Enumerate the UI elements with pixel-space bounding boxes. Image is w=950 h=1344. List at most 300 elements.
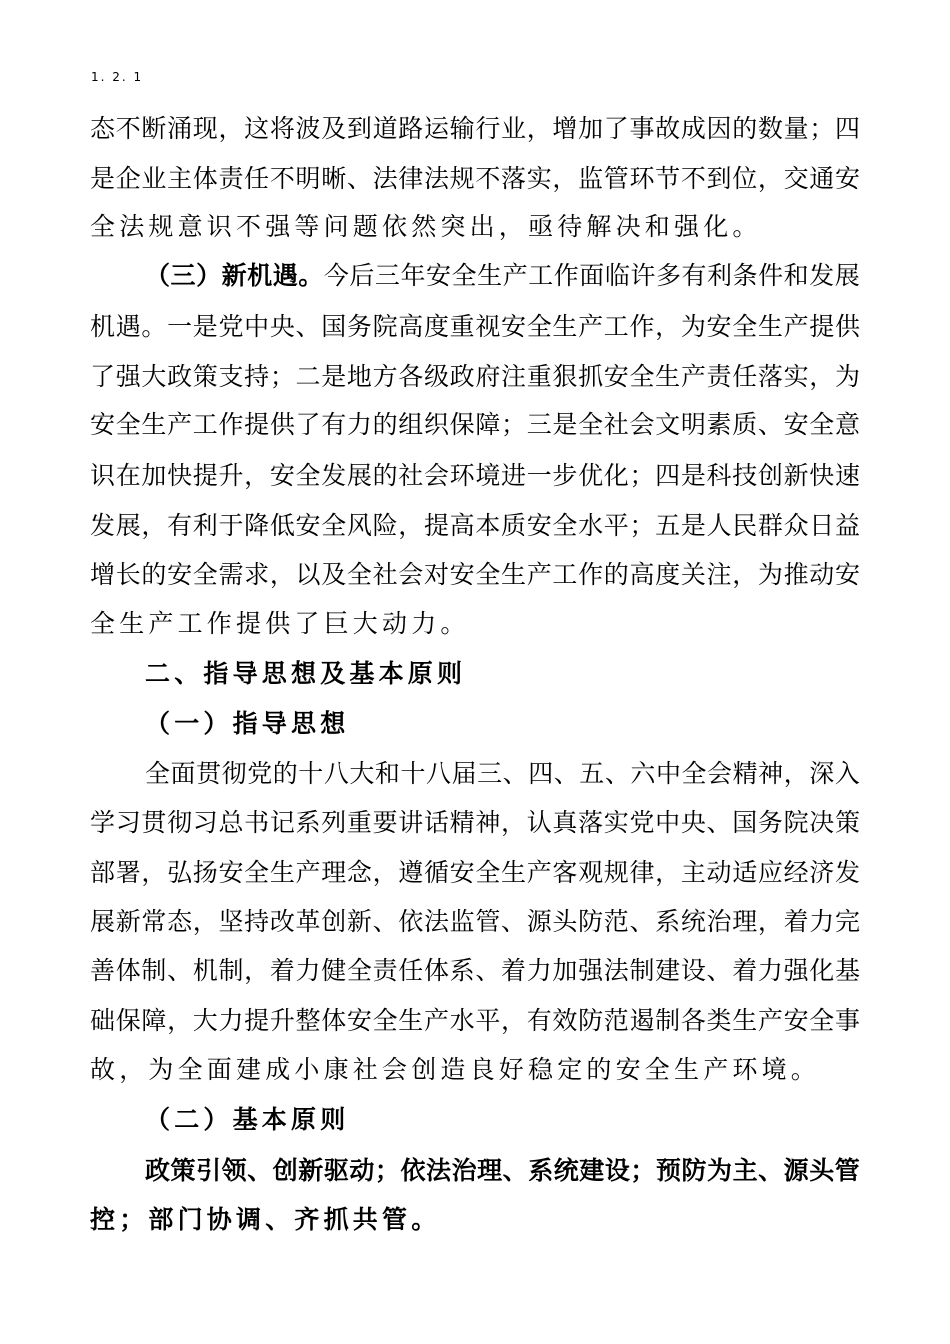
new-opportunity-paragraph — [145, 259, 860, 293]
glyph: 三 — [477, 759, 503, 788]
glyph: 通 — [809, 164, 835, 193]
glyph: 基 — [834, 956, 860, 985]
glyph: 念 — [346, 858, 372, 887]
glyph: 效 — [552, 1006, 578, 1035]
glyph: 支 — [218, 362, 244, 391]
glyph: 加 — [552, 956, 578, 985]
glyph: 监 — [449, 907, 475, 936]
glyph: ， — [141, 511, 167, 540]
glyph: 国 — [321, 312, 347, 341]
subheading-new-opportunity: 三 — [170, 261, 196, 290]
glyph: 、 — [475, 956, 501, 985]
glyph: 发 — [321, 461, 347, 490]
principles-line — [145, 1154, 860, 1188]
glyph: 规 — [603, 858, 629, 887]
subheading-new-opportunity: （ — [145, 261, 171, 290]
glyph: 人 — [706, 511, 732, 540]
paragraph-line: 作 — [553, 261, 579, 290]
glyph: 设 — [604, 1156, 630, 1185]
glyph: 、 — [247, 1156, 273, 1185]
glyph: 政 — [167, 362, 193, 391]
glyph: 引 — [196, 1156, 222, 1185]
glyph: 党 — [629, 808, 655, 837]
glyph: ； — [630, 1156, 656, 1185]
glyph: 坚 — [218, 907, 244, 936]
glyph: 明 — [680, 410, 706, 439]
glyph: 力 — [295, 956, 321, 985]
paragraph-line: 产 — [502, 261, 528, 290]
glyph: 产 — [526, 858, 552, 887]
glyph: 质 — [732, 410, 758, 439]
glyph: 度 — [655, 560, 681, 589]
glyph: 视 — [475, 312, 501, 341]
glyph: 安 — [167, 560, 193, 589]
glyph: 是 — [680, 511, 706, 540]
glyph: 入 — [834, 759, 860, 788]
glyph: ； — [269, 362, 295, 391]
glyph: 经 — [783, 858, 809, 887]
glyph: 整 — [295, 1006, 321, 1035]
glyph: 涌 — [167, 114, 193, 143]
glyph: 不 — [475, 164, 501, 193]
glyph: 注 — [706, 560, 732, 589]
glyph: 创 — [757, 461, 783, 490]
glyph: 大 — [349, 759, 375, 788]
glyph: 、 — [706, 808, 732, 837]
glyph: 监 — [578, 164, 604, 193]
glyph: 为 — [757, 560, 783, 589]
glyph: 落 — [578, 808, 604, 837]
glyph: 利 — [192, 511, 218, 540]
glyph: 生 — [141, 410, 167, 439]
glyph: ， — [398, 511, 424, 540]
glyph: 观 — [578, 858, 604, 887]
paragraph-line: 件 — [758, 261, 784, 290]
paragraph-line: 全生产工作提供了巨大动力。 — [90, 609, 470, 638]
glyph: 、 — [501, 907, 527, 936]
glyph: 质 — [501, 511, 527, 540]
glyph: 理 — [321, 858, 347, 887]
glyph: 彻 — [221, 759, 247, 788]
glyph: 五 — [579, 759, 605, 788]
glyph: 精 — [732, 759, 758, 788]
glyph: 党 — [218, 312, 244, 341]
glyph: 深 — [809, 759, 835, 788]
glyph: 、 — [167, 956, 193, 985]
glyph: ， — [244, 956, 270, 985]
paragraph-line — [90, 360, 860, 394]
glyph: 全 — [526, 312, 552, 341]
glyph: 善 — [90, 956, 116, 985]
glyph: 生 — [501, 858, 527, 887]
glyph: 实 — [526, 164, 552, 193]
glyph: ， — [269, 560, 295, 589]
glyph: 列 — [321, 808, 347, 837]
glyph: 生 — [552, 312, 578, 341]
paragraph-line: 故，为全面建成小康社会创造良好稳定的安全生产环境。 — [90, 1055, 821, 1084]
glyph: 生 — [757, 312, 783, 341]
paragraph-line: 有 — [681, 261, 707, 290]
glyph: 贯 — [141, 808, 167, 837]
glyph: 力 — [526, 956, 552, 985]
glyph: ， — [757, 164, 783, 193]
glyph: 习 — [115, 808, 141, 837]
glyph: 府 — [475, 362, 501, 391]
glyph: 十 — [298, 759, 324, 788]
glyph: 各 — [680, 1006, 706, 1035]
paragraph-line — [90, 558, 860, 592]
glyph: 全 — [681, 759, 707, 788]
glyph: 晰 — [321, 164, 347, 193]
glyph: 安 — [603, 362, 629, 391]
glyph: 济 — [809, 858, 835, 887]
glyph: 提 — [423, 511, 449, 540]
glyph: 重 — [449, 312, 475, 341]
paragraph-line — [145, 757, 860, 791]
glyph: 、 — [757, 410, 783, 439]
glyph: 于 — [218, 511, 244, 540]
paragraph-line: 多 — [655, 261, 681, 290]
glyph: 安 — [783, 410, 809, 439]
glyph: 主 — [680, 858, 706, 887]
glyph: 部 — [90, 858, 116, 887]
glyph: 了 — [603, 114, 629, 143]
paragraph-line — [90, 905, 860, 939]
glyph: 高 — [398, 312, 424, 341]
glyph: 任 — [244, 164, 270, 193]
glyph: 地 — [346, 362, 372, 391]
glyph: 事 — [834, 1006, 860, 1035]
glyph: 一 — [167, 312, 193, 341]
glyph: ， — [526, 114, 552, 143]
glyph: 有 — [321, 410, 347, 439]
glyph: ； — [629, 511, 655, 540]
glyph: 系 — [295, 808, 321, 837]
glyph: 、 — [502, 1156, 528, 1185]
glyph: 适 — [732, 858, 758, 887]
glyph: 是 — [321, 362, 347, 391]
glyph: 全 — [192, 560, 218, 589]
glyph: 体 — [423, 956, 449, 985]
paragraph-line: 今 — [323, 261, 349, 290]
glyph: 体 — [192, 164, 218, 193]
glyph: 力 — [757, 956, 783, 985]
glyph: 央 — [269, 312, 295, 341]
paragraph-line — [90, 509, 860, 543]
glyph: 改 — [269, 907, 295, 936]
glyph: 五 — [655, 511, 681, 540]
glyph: 是 — [552, 410, 578, 439]
glyph: 。 — [141, 312, 167, 341]
glyph: 础 — [90, 1006, 116, 1035]
glyph: 贯 — [196, 759, 222, 788]
glyph: 策 — [834, 808, 860, 837]
glyph: 产 — [680, 362, 706, 391]
glyph: 依 — [400, 1156, 426, 1185]
glyph: 源 — [526, 907, 552, 936]
paragraph-line: 全 — [451, 261, 477, 290]
glyph: 速 — [834, 461, 860, 490]
glyph: 系 — [528, 1156, 554, 1185]
glyph: 决 — [809, 808, 835, 837]
glyph: 快 — [809, 461, 835, 490]
glyph: 治 — [706, 907, 732, 936]
glyph: 抓 — [578, 362, 604, 391]
glyph: 制 — [629, 956, 655, 985]
glyph: 体 — [321, 1006, 347, 1035]
glyph: 生 — [655, 362, 681, 391]
glyph: ， — [372, 858, 398, 887]
glyph: 党 — [247, 759, 273, 788]
glyph: 头 — [809, 1156, 835, 1185]
glyph: 八 — [323, 759, 349, 788]
glyph: 供 — [834, 312, 860, 341]
glyph: 神 — [758, 759, 784, 788]
glyph: 工 — [192, 410, 218, 439]
glyph: ， — [141, 858, 167, 887]
glyph: 全 — [578, 410, 604, 439]
glyph: 着 — [783, 907, 809, 936]
glyph: 需 — [218, 560, 244, 589]
glyph: 话 — [423, 808, 449, 837]
glyph: 运 — [423, 114, 449, 143]
glyph: 安 — [90, 410, 116, 439]
subsection-heading: （二）基本原则 — [145, 1105, 350, 1134]
glyph: 安 — [834, 164, 860, 193]
glyph: 业 — [501, 114, 527, 143]
glyph: 大 — [192, 1006, 218, 1035]
glyph: 量 — [783, 114, 809, 143]
glyph: 动 — [349, 1156, 375, 1185]
glyph: 注 — [501, 362, 527, 391]
glyph: 新 — [346, 907, 372, 936]
glyph: 四 — [528, 759, 554, 788]
glyph: 遇 — [115, 312, 141, 341]
glyph: 的 — [141, 560, 167, 589]
glyph: ， — [655, 858, 681, 887]
glyph: 届 — [451, 759, 477, 788]
glyph: ， — [655, 312, 681, 341]
glyph: 为 — [707, 1156, 733, 1185]
glyph: 提 — [244, 410, 270, 439]
glyph: 、 — [758, 1156, 784, 1185]
glyph: 统 — [680, 907, 706, 936]
glyph: 安 — [501, 312, 527, 341]
paragraph-line — [90, 856, 860, 890]
paragraph-line: 年 — [400, 261, 426, 290]
subheading-new-opportunity: 新 — [221, 261, 247, 290]
glyph: 政 — [449, 362, 475, 391]
glyph: 任 — [732, 362, 758, 391]
glyph: 态 — [90, 114, 116, 143]
glyph: 依 — [398, 907, 424, 936]
glyph: 行 — [475, 114, 501, 143]
subheading-new-opportunity: 机 — [247, 261, 273, 290]
glyph: 是 — [90, 164, 116, 193]
glyph: 机 — [192, 956, 218, 985]
glyph: 全 — [809, 1006, 835, 1035]
glyph: 加 — [578, 114, 604, 143]
glyph: 增 — [90, 560, 116, 589]
glyph: 民 — [732, 511, 758, 540]
glyph: 革 — [295, 907, 321, 936]
glyph: 务 — [346, 312, 372, 341]
glyph: 风 — [346, 511, 372, 540]
glyph: 中 — [655, 808, 681, 837]
glyph: 力 — [809, 907, 835, 936]
paragraph-line: 全法规意识不强等问题依然突出，亟待解决和强化。 — [90, 212, 762, 241]
glyph: 院 — [783, 808, 809, 837]
glyph: ； — [374, 1156, 400, 1185]
glyph: 日 — [809, 511, 835, 540]
paragraph-line: 条 — [732, 261, 758, 290]
glyph: 方 — [372, 362, 398, 391]
principles-line: 控；部门协调、齐抓共管。 — [90, 1205, 441, 1234]
glyph: 输 — [449, 114, 475, 143]
glyph: 全 — [475, 858, 501, 887]
glyph: 对 — [423, 560, 449, 589]
glyph: 力 — [346, 410, 372, 439]
glyph: 平 — [603, 511, 629, 540]
glyph: 为 — [680, 312, 706, 341]
glyph: 社 — [372, 560, 398, 589]
glyph: 健 — [321, 956, 347, 985]
glyph: 不 — [115, 114, 141, 143]
glyph: 产 — [757, 1006, 783, 1035]
glyph: 安 — [449, 858, 475, 887]
glyph: 、 — [553, 759, 579, 788]
glyph: 法 — [423, 907, 449, 936]
glyph: 、 — [502, 759, 528, 788]
paragraph-line: 发 — [809, 261, 835, 290]
subsection-heading: （一）指导思想 — [145, 709, 350, 738]
glyph: 十 — [400, 759, 426, 788]
glyph: 中 — [655, 759, 681, 788]
glyph: 彻 — [167, 808, 193, 837]
glyph: 有 — [526, 1006, 552, 1035]
subheading-new-opportunity: 遇 — [272, 261, 298, 290]
glyph: ， — [552, 164, 578, 193]
glyph: 系 — [655, 907, 681, 936]
glyph: 遵 — [398, 858, 424, 887]
glyph: 加 — [141, 461, 167, 490]
glyph: 织 — [423, 410, 449, 439]
glyph: 六 — [630, 759, 656, 788]
glyph: 生 — [269, 858, 295, 887]
glyph: 制 — [218, 956, 244, 985]
glyph: 作 — [218, 410, 244, 439]
glyph: 事 — [629, 114, 655, 143]
glyph: 强 — [115, 362, 141, 391]
glyph: 讲 — [398, 808, 424, 837]
glyph: 在 — [115, 461, 141, 490]
paragraph-line — [90, 1004, 860, 1038]
glyph: 全 — [295, 461, 321, 490]
paragraph-line: 生 — [477, 261, 503, 290]
glyph: 大 — [141, 362, 167, 391]
glyph: 级 — [423, 362, 449, 391]
paragraph-line: 展 — [834, 261, 860, 290]
glyph: 安 — [783, 1006, 809, 1035]
glyph: 作 — [629, 312, 655, 341]
glyph: 工 — [603, 312, 629, 341]
glyph: 建 — [655, 956, 681, 985]
glyph: 总 — [218, 808, 244, 837]
glyph: 、 — [346, 164, 372, 193]
glyph: 求 — [244, 560, 270, 589]
glyph: 化 — [809, 956, 835, 985]
glyph: 到 — [346, 114, 372, 143]
glyph: 创 — [321, 907, 347, 936]
paragraph-line — [90, 112, 860, 146]
glyph: ， — [809, 362, 835, 391]
glyph: 保 — [115, 1006, 141, 1035]
glyph: 环 — [629, 164, 655, 193]
glyph: 科 — [706, 461, 732, 490]
glyph: 二 — [295, 362, 321, 391]
glyph: 断 — [141, 114, 167, 143]
glyph: 意 — [834, 410, 860, 439]
glyph: 道 — [372, 114, 398, 143]
glyph: 以 — [295, 560, 321, 589]
glyph: 故 — [655, 114, 681, 143]
glyph: 防 — [578, 1006, 604, 1035]
glyph: 高 — [449, 511, 475, 540]
glyph: 全 — [145, 759, 171, 788]
glyph: 是 — [680, 461, 706, 490]
glyph: 防 — [681, 1156, 707, 1185]
glyph: 制 — [655, 1006, 681, 1035]
glyph: 水 — [578, 511, 604, 540]
glyph: 重 — [346, 808, 372, 837]
glyph: 责 — [218, 164, 244, 193]
glyph: 全 — [475, 560, 501, 589]
glyph: 推 — [783, 560, 809, 589]
glyph: 会 — [398, 560, 424, 589]
glyph: 不 — [680, 164, 706, 193]
glyph: 理 — [732, 907, 758, 936]
glyph: 、 — [604, 759, 630, 788]
glyph: 常 — [141, 907, 167, 936]
glyph: 完 — [834, 907, 860, 936]
glyph: 群 — [757, 511, 783, 540]
glyph: 步 — [552, 461, 578, 490]
paragraph-line: 许 — [630, 261, 656, 290]
glyph: 安 — [706, 312, 732, 341]
glyph: 记 — [269, 808, 295, 837]
glyph: 优 — [578, 461, 604, 490]
glyph: 态 — [167, 907, 193, 936]
paragraph-line: 利 — [707, 261, 733, 290]
glyph: 真 — [552, 808, 578, 837]
section-number: 1. 2. 1 — [91, 70, 144, 84]
glyph: 的 — [372, 410, 398, 439]
glyph: 务 — [757, 808, 783, 837]
paragraph-line — [90, 162, 860, 196]
glyph: 制 — [141, 956, 167, 985]
glyph: 数 — [757, 114, 783, 143]
subheading-new-opportunity: ） — [196, 261, 222, 290]
glyph: ， — [732, 560, 758, 589]
glyph: 动 — [706, 858, 732, 887]
glyph: 各 — [398, 362, 424, 391]
glyph: 位 — [732, 164, 758, 193]
glyph: 责 — [706, 362, 732, 391]
glyph: 产 — [423, 1006, 449, 1035]
glyph: 中 — [244, 312, 270, 341]
glyph: 应 — [757, 858, 783, 887]
glyph: 全 — [732, 312, 758, 341]
